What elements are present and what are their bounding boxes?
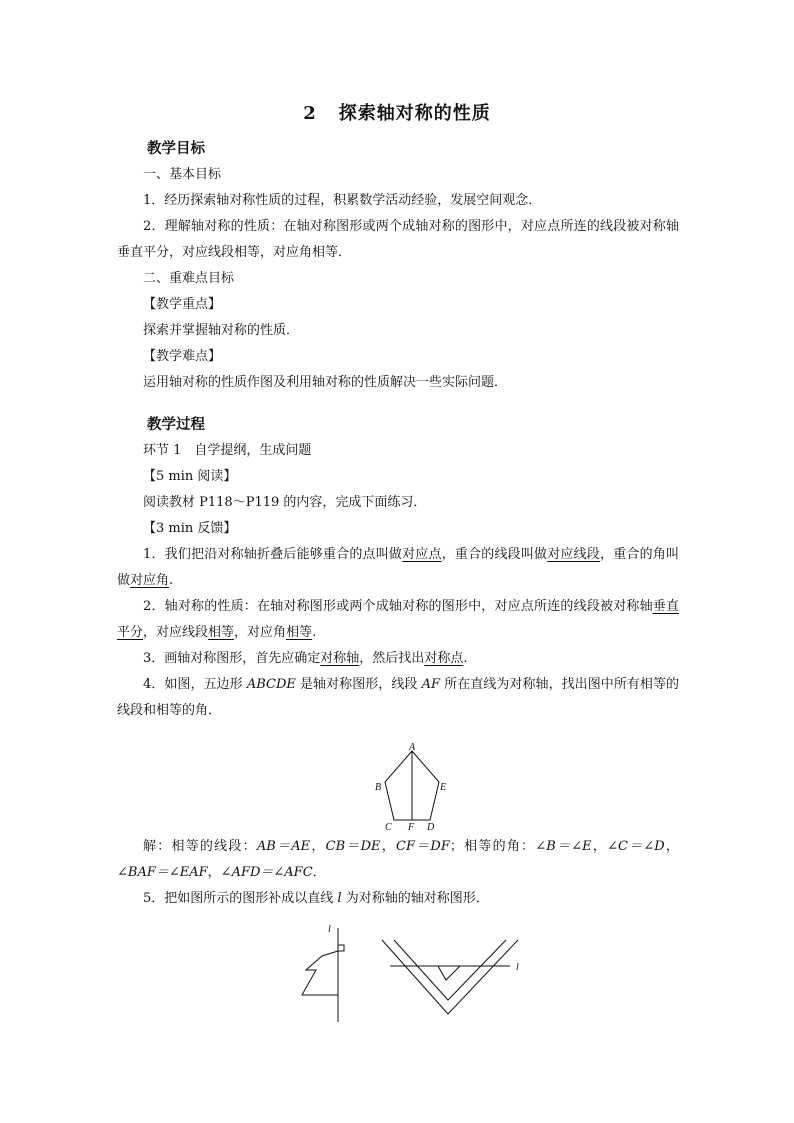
reading-label: 【5 min 阅读】: [143, 469, 237, 484]
axis-label-l-right: l: [516, 962, 519, 973]
difficulty-text: 运用轴对称的性质作图及利用轴对称的性质解决一些实际问题．: [143, 375, 508, 390]
teaching-process-section: [117, 412, 679, 724]
blank-answer: 对称点: [424, 651, 464, 666]
blank-answer: 对称轴: [320, 651, 360, 666]
question-1: 1．我们把沿对称轴折叠后能够重合的点叫做对应点，重合的线段叫做对应线段，重合的角叫做对应角.: [117, 547, 679, 588]
lesson-title: 探索轴对称的性质: [338, 103, 491, 124]
vertex-label-a: A: [409, 742, 416, 753]
question-5: 5．把如图所示的图形补成以直线 l 为对称轴的轴对称图形．: [143, 891, 489, 906]
vertex-label-f: F: [408, 822, 415, 833]
pentagon-figure: [368, 742, 454, 834]
teaching-goals-heading: 教学目标: [147, 140, 205, 157]
question-3: 3．画轴对称图形，首先应确定对称轴，然后找出对称点.: [143, 651, 468, 666]
blank-answer: 相等: [286, 625, 313, 640]
goal-item-1: 1．经历探索轴对称性质的过程，积累数学活动经验，发展空间观念．: [143, 193, 542, 208]
basic-goals-heading: 一、基本目标: [143, 167, 222, 182]
teaching-goals-section: [117, 136, 679, 396]
axis-label-l-left: l: [328, 924, 331, 935]
page-title: [0, 99, 794, 125]
blank-answer: 相等: [208, 625, 235, 640]
feedback-label: 【3 min 反馈】: [143, 521, 237, 536]
goal-item-2: 2．理解轴对称的性质：在轴对称图形或两个成轴对称的图形中，对应点所连的线段被对称轴垂直平分，对应线段相等，对应角相等．: [117, 219, 679, 260]
difficulty-label: 【教学难点】: [143, 349, 222, 364]
axis-figure-left: [296, 918, 352, 1026]
answer-4: 解：相等的线段：AB＝AE，CB＝DE，CF＝DF；相等的角：∠B＝∠E，∠C＝∠D，∠BAF＝∠EAF，∠AFD＝∠AFC．: [117, 839, 679, 880]
vertex-label-b: B: [375, 782, 382, 793]
question-2: 2．轴对称的性质：在轴对称图形或两个成轴对称的图形中，对应点所连的线段被对称轴垂直平分，对应线段相等，对应角相等.: [117, 599, 679, 640]
key-goals-heading: 二、重难点目标: [143, 271, 235, 286]
teaching-process-heading: 教学过程: [147, 416, 205, 433]
stage-heading: 环节 1 自学提纲，生成问题: [143, 443, 312, 458]
reading-text: 阅读教材 P118～P119 的内容，完成下面练习．: [143, 495, 427, 510]
axis-figure-right: [378, 932, 526, 1024]
focus-label: 【教学重点】: [143, 297, 222, 312]
question-4: 4．如图，五边形 ABCDE 是轴对称图形，线段 AF 所在直线为对称轴，找出图中所有相等的线段和相等的角．: [117, 677, 679, 718]
focus-text: 探索并掌握轴对称的性质．: [143, 323, 300, 338]
blank-answer: 对应点: [402, 547, 442, 562]
blank-answer: 垂直平分: [117, 599, 679, 640]
vertex-label-e: E: [440, 782, 447, 793]
blank-answer: 对应角: [130, 573, 170, 588]
lesson-number: 2: [303, 103, 317, 124]
answer-section: [117, 834, 679, 912]
vertex-label-c: C: [385, 822, 392, 833]
blank-answer: 对应线段: [547, 547, 601, 562]
vertex-label-d: D: [427, 822, 435, 833]
